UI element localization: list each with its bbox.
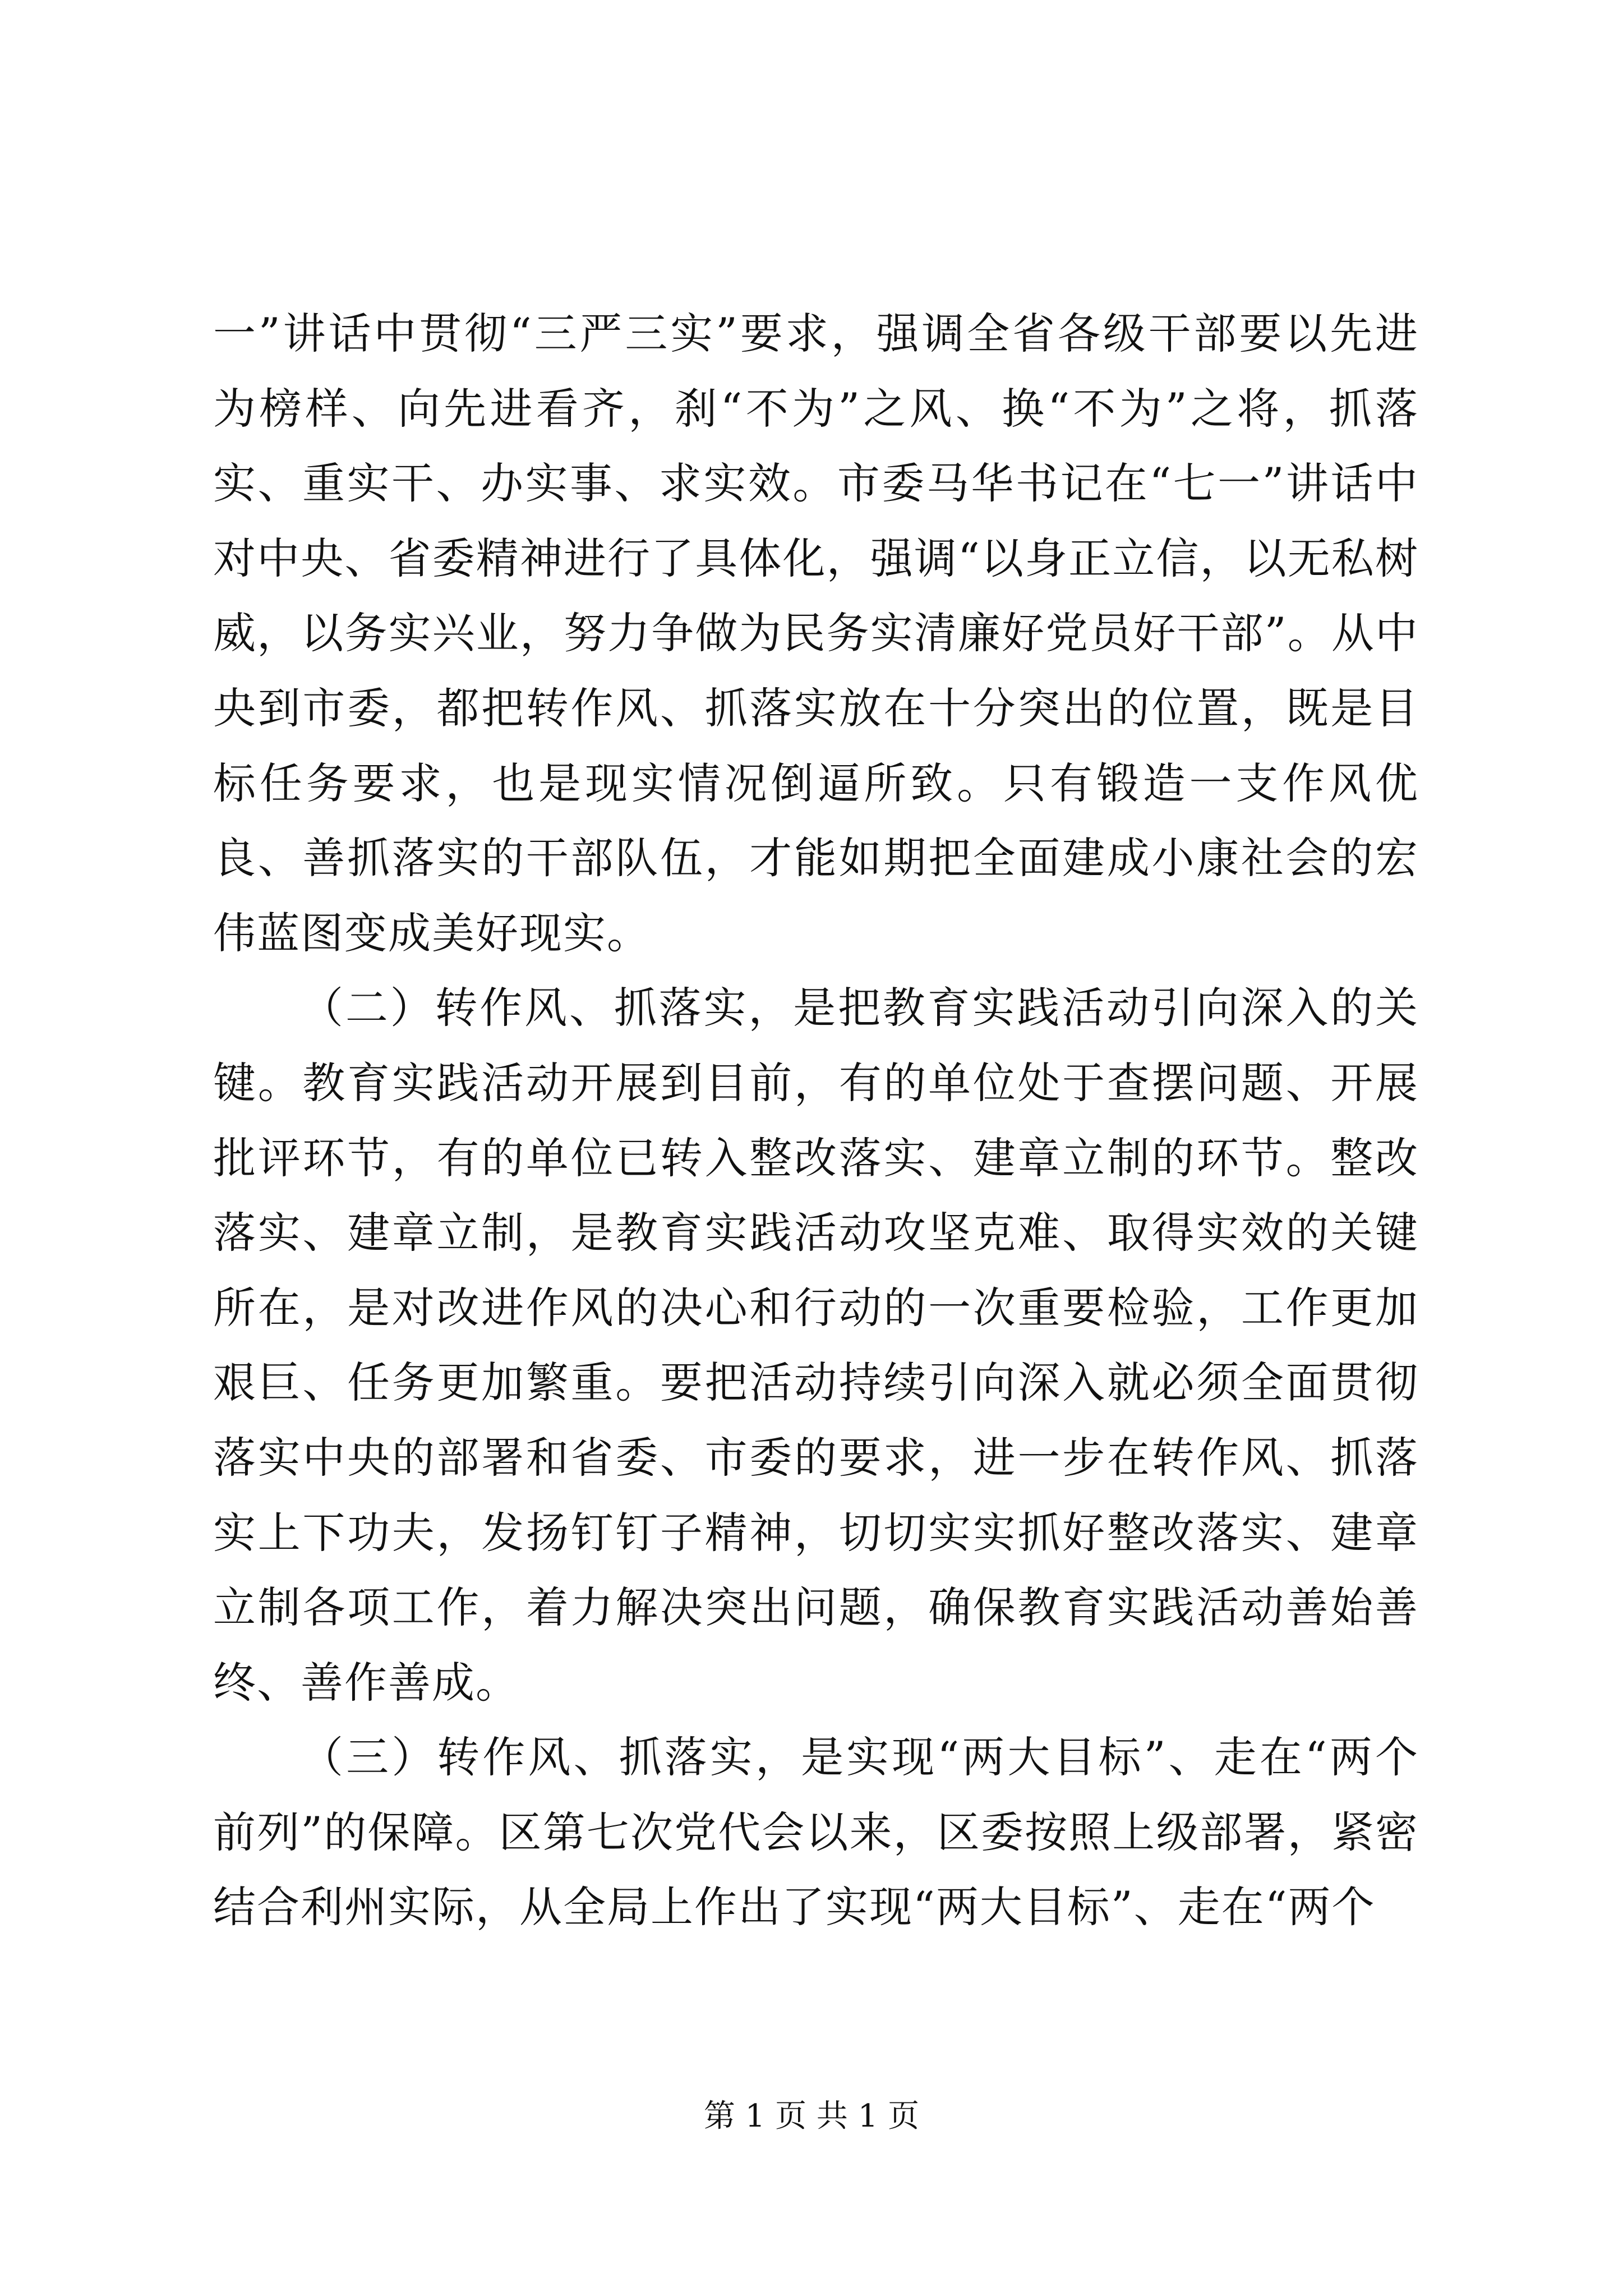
paragraph-3: （三）转作风、抓落实，是实现“两大目标”、走在“两个前列”的保障。区第七次党代会以来，区委按照上级部署，紧密结合利州实际，从全局上作出了实现“两大目标”、走在“两个 (213, 1732, 1419, 1932)
page-footer: 第 1 页 共 1 页 (703, 2098, 920, 2134)
document-body (213, 296, 1419, 1945)
paragraph-1: 一”讲话中贯彻“三严三实”要求，强调全省各级干部要以先进为榜样、向先进看齐，刹“不为”之风、换“不为”之将，抓落实、重实干、办实事、求实效。市委马华书记在“七一”讲话中对中央、省委精神进行了具体化，强调“以身正立信，以无私树威，以务实兴业，努力争做为民务实清廉好党员好干部”。从中央到市委，都把转作风、抓落实放在十分突出的位置，既是目标任务要求，也是现实情况倒逼所致。只有锻造一支作风优良、善抓落实的干部队伍，才能如期把全面建成小康社会的宏伟蓝图变成美好现实。 (213, 309, 1419, 958)
paragraph-2: （二）转作风、抓落实，是把教育实践活动引向深入的关键。教育实践活动开展到目前，有的单位处于查摆问题、开展批评环节，有的单位已转入整改落实、建章立制的环节。整改落实、建章立制，是教育实践活动攻坚克难、取得实效的关键所在，是对改进作风的决心和行动的一次重要检验，工作更加艰巨、任务更加繁重。要把活动持续引向深入就必须全面贯彻落实中央的部署和省委、市委的要求，进一步在转作风、抓落实上下功夫，发扬钉钉子精神，切切实实抓好整改落实、建章立制各项工作，着力解决突出问题，确保教育实践活动善始善终、善作善成。 (213, 983, 1419, 1708)
